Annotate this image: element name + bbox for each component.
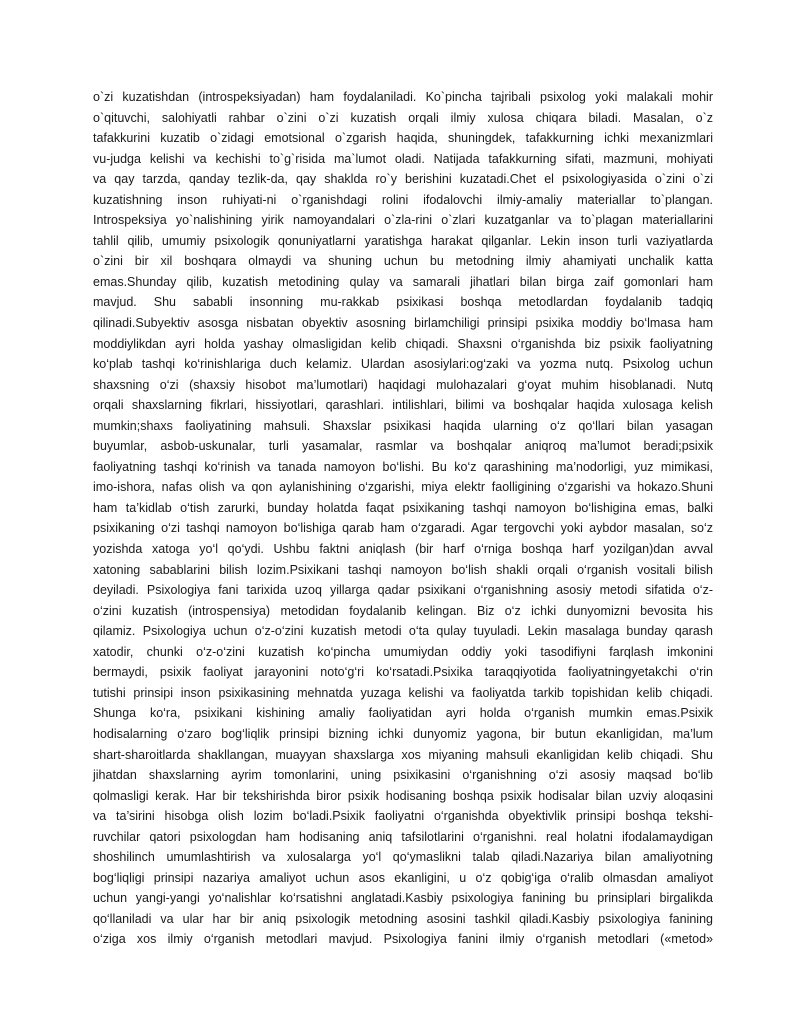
text-line: Introspeksiya yo`nalishining yirik namoyandalari o`zla-rini o`zlari kuzatganlar va to`plagan materiallarini bbox=[93, 213, 713, 228]
text-line: mumkin;shaxs faoliyatining mahsuli. Shaxslar psixikasi haqida ularning o‘z qo‘llari bilan yasagan bbox=[93, 418, 713, 433]
text-line: qo‘llaniladi va ular har bir aniq psixologik metodning asosini tashkil qiladi.Kasbiy psixologiya fanining bbox=[93, 911, 713, 926]
text-line: bog‘liqligi prinsipi nazariya amaliyot uchun asos ekanligini, u o‘z qobig‘iga o‘ralib olmasdan amaliyot bbox=[93, 870, 713, 885]
text-line: buyumlar, asbob-uskunalar, turli yasamalar, rasmlar va boshqalar aniqroq ma’lumot beradi;psixik bbox=[93, 439, 713, 454]
text-line: imo-ishora, nafas olish va qon aylanishining o‘zgarishi, miya elektr faolligining o‘zgarishi va hokazo.Shuni bbox=[93, 480, 713, 495]
text-line: yozishda xatoga yo‘l qo‘ydi. Ushbu faktni aniqlash (bir harf o‘rniga boshqa harf yozilgan)dan avval bbox=[93, 542, 713, 557]
document-body bbox=[93, 87, 713, 950]
text-line: ruvchilar qatori psixologdan ham hodisaning aniq tafsilotlarini o‘rganishni. real holatni ifodalamaydigan bbox=[93, 829, 713, 844]
text-line: va qay tarzda, qanday tezlik-da, qay shaklda ro`y berishini kuzatadi.Chet el psixologiyasida o`zini o`zi bbox=[93, 172, 713, 187]
text-line: psixikaning o‘zi tashqi namoyon bo‘lishiga qarab ham o‘zgaradi. Agar tergovchi yoki aybdor masalan, so‘z bbox=[93, 521, 713, 536]
text-line: hodisalarning o‘zaro bog‘liqlik prinsipi bizning ichki dunyomiz yagona, bir butun ekanligidan, ma’lum bbox=[93, 726, 713, 741]
text-line: tafakkurini kuzatib o`zidagi emotsional o`zgarish haqida, shuningdek, tafakkurning ichki mexanizmlari bbox=[93, 131, 713, 146]
text-line: tutishi prinsipi inson psixikasining mehnatda yuzaga kelishi va faoliyatda tarkib topishidan kelib chiqadi. bbox=[93, 685, 713, 700]
text-line: moddiylikdan ayri holda yashay olmasligidan kelib chiqadi. Shaxsni o‘rganishda biz psixik faoliyatning bbox=[93, 336, 713, 351]
text-line: tahlil qilib, umumiy psixologik qonuniyatlarni yaratishga harakat qilganlar. Lekin inson turli vaziyatlarda bbox=[93, 233, 713, 248]
text-line: jihatdan shaxslarning ayrim tomonlarini, uning psixikasini o‘rganishning o‘zi asosiy maqsad bo‘lib bbox=[93, 768, 713, 783]
text-line: o‘ziga xos ilmiy o‘rganish metodlari mavjud. Psixologiya fanini ilmiy o‘rganish metodlari («metod» bbox=[93, 932, 713, 947]
text-line: emas.Shunday qilib, kuzatish metodining qulay va samarali jihatlari bilan birga zaif gomonlari ham bbox=[93, 274, 713, 289]
text-line: o`qituvchi, salohiyatli rahbar o`zini o`zi kuzatish orqali ilmiy xulosa chiqara biladi. Masalan, o`z bbox=[93, 110, 713, 125]
text-line: xatodir, chunki o‘z-o‘zini kuzatish ko‘pincha umumiydan oddiy yoki tasodifiyni farqlash imkonini bbox=[93, 644, 713, 659]
text-line: xatoning sabablarini bilish lozim.Psixikani tashqi namoyon bo‘lish shakli orqali o‘rganish vositali bilish bbox=[93, 562, 713, 577]
text-line: qilinadi.Subyektiv asosga nisbatan obyektiv asosning birlamchiligi prinsipi psixika moddiy bo‘lmasa ham bbox=[93, 316, 713, 331]
text-line: mavjud. Shu sababli insonning mu-rakkab psixikasi boshqa metodlardan foydalanib tadqiq bbox=[93, 295, 713, 310]
text-line: vu-judga kelishi va kechishi to`g`risida ma`lumot oladi. Natijada tafakkurning sifati, mazmuni, mohiyati bbox=[93, 151, 713, 166]
text-line: shoshilinch umumlashtirish va xulosalarga yo‘l qo‘ymaslikni talab qiladi.Nazariya bilan amaliyotning bbox=[93, 850, 713, 865]
text-line: bermaydi, psixik faoliyat jarayonini noto‘g‘ri ko‘rsatadi.Psixika taraqqiyotida faoliyatningyetakchi o‘rin bbox=[93, 665, 713, 680]
text-line: faoliyatning tashqi ko‘rinish va tanada namoyon bo‘lishi. Bu ko‘z qarashining ma’nodorligi, yuz mimikasi, bbox=[93, 459, 713, 474]
text-line: o`zini bir xil boshqara olmaydi va shuning uchun bu metodning ilmiy ahamiyati unchalik katta bbox=[93, 254, 713, 269]
text-line: ko‘plab tashqi ko‘rinishlariga duch kelamiz. Ulardan asosiylari:og‘zaki va yozma nutq. Psixolog uchun bbox=[93, 357, 713, 372]
text-line: deyiladi. Psixologiya fani tarixida uzoq yillarga qadar psixikani o‘rganishning asosiy metodi sifatida o‘z- bbox=[93, 583, 713, 598]
text-line: qilamiz. Psixologiya uchun o‘z-o‘zini kuzatish metodi o‘ta qulay tuyuladi. Lekin masalaga bunday qarash bbox=[93, 624, 713, 639]
text-line: o‘zini kuzatish (introspensiya) metodidan foydalanib kelingan. Biz o‘z ichki dunyomizni bevosita his bbox=[93, 603, 713, 618]
text-line: ham ta’kidlab o‘tish zarurki, bunday holatda faqat psixikaning tashqi namoyon bo‘lishigina emas, balki bbox=[93, 500, 713, 515]
text-line: va ta’sirini hisobga olish lozim bo‘ladi.Psixik faoliyatni o‘rganishda obyektivlik prinsipi boshqa tekshi- bbox=[93, 809, 713, 824]
text-line: kuzatishning inson ruhiyati-ni o`rganishdagi rolini ifodalovchi ilmiy-amaliy materiallar to`plangan. bbox=[93, 192, 713, 207]
text-line: o`zi kuzatishdan (introspeksiyadan) ham foydalaniladi. Ko`pincha tajribali psixolog yoki malakali mohir bbox=[93, 90, 713, 104]
text-line: shart-sharoitlarda shakllangan, muayyan shaxslarga xos miyaning mahsuli ekanligidan kelib chiqadi. Shu bbox=[93, 747, 713, 762]
text-line: Shunga ko‘ra, psixikani kishining amaliy faoliyatidan ayri holda o‘rganish mumkin emas.Psixik bbox=[93, 706, 713, 721]
text-line: uchun yangi-yangi yo‘nalishlar ko‘rsatishni anglatadi.Kasbiy psixologiya fanining bu prinsiplari birgalikda bbox=[93, 891, 713, 906]
text-line: shaxsning o‘zi (shaxsiy hisobot ma’lumotlari) haqidagi mulohazalari g‘oyat muhim hisoblanadi. Nutq bbox=[93, 377, 713, 392]
text-line: orqali shaxslarning fikrlari, hissiyotlari, qarashlari. intilishlari, bilimi va boshqalar haqida xulosaga kelish bbox=[93, 398, 713, 413]
text-line: qolmasligi kerak. Har bir tekshirishda biror psixik hodisaning boshqa psixik hodisalar bilan uzviy aloqasini bbox=[93, 788, 713, 803]
